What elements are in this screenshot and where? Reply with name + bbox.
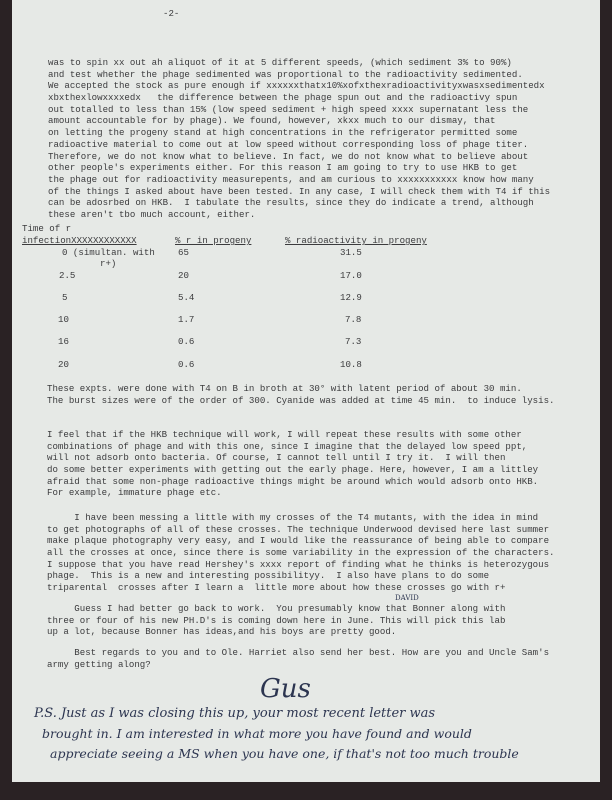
- cell-radio: 31.5: [340, 247, 362, 258]
- cell-radio: 12.9: [340, 292, 362, 303]
- text-line: to get photographs of all of these crosses. The technique Underwood devised here last summer: [47, 523, 550, 535]
- text-line: will not adsorb onto bacteria. Of course, I cannot tell until I try it. I will then: [47, 452, 506, 464]
- paragraph-5: [47, 603, 505, 638]
- cell-time: 2.5: [59, 270, 76, 281]
- cell-r: 65: [178, 247, 189, 258]
- cell-r: 1.7: [178, 314, 195, 325]
- text-line: all the crosses at once, since there is some variability in the expression of the characters.: [47, 547, 555, 559]
- text-line: Guess I had better go back to work. You presumably know that Bonner along with: [47, 603, 506, 614]
- cell-radio: 7.3: [345, 336, 362, 347]
- cell-r: 20: [178, 270, 189, 281]
- text-line: triparental crosses after I learn a little more about how these crosses go with r+: [47, 582, 506, 594]
- paragraph-4: [47, 512, 555, 594]
- text-line: was to spin xx out ah aliquot of it at 5 different speeds, (which sediment 3% to 90%): [48, 57, 512, 68]
- text-line: Therefore, we do not know what to believe. In fact, we do not know what to believe about: [48, 150, 529, 162]
- text-line: three or four of his new PH.D's is coming down here in June. This will pick this lab: [47, 614, 506, 626]
- text-line: army getting along?: [47, 658, 151, 670]
- text-line: We accepted the stock as pure enough if xxxxxxthatx10%xofxthexradioactivityxwasxsedimentedx: [48, 80, 545, 92]
- cell-r: 5.4: [178, 292, 195, 303]
- text-line: can be adosrbed on HKB. I tabulate the results, since they do indicate a trend, although: [48, 197, 534, 209]
- letter-page: [12, 0, 600, 782]
- cell-radio: 10.8: [340, 359, 362, 370]
- paragraph-6: [47, 647, 549, 670]
- postscript-line: P.S. Just as I was closing this up, your most recent letter was: [34, 706, 436, 721]
- cell-time: 16: [58, 336, 69, 347]
- cell-r: 0.6: [178, 336, 195, 347]
- handwritten-insert: DAVID: [395, 594, 419, 602]
- header-time-line2: infectionXXXXXXXXXXXX: [22, 235, 137, 246]
- text-line: make plaque photography very easy, and I would like the reassurance of being able to compare: [47, 535, 550, 547]
- paragraph-1: [48, 57, 550, 221]
- page-number: -2-: [163, 8, 180, 19]
- cell-time: 5: [62, 292, 68, 303]
- text-line: of the things I asked about have been tested. In any case, I will check them with T4 if this: [48, 185, 551, 197]
- signature: Gus: [260, 674, 311, 704]
- text-line: These expts. were done with T4 on B in broth at 30° with latent period of about 30 min.: [47, 383, 522, 394]
- text-line: and test whether the phage sedimented was proportional to the radioactivity sedimented.: [48, 68, 523, 80]
- paragraph-2: [47, 383, 555, 406]
- text-line: xbxthexlowxxxxedx the difference between the phage spun out and the radioactivy spun: [48, 92, 518, 104]
- text-line: Best regards to you and to Ole. Harriet also send her best. How are you and Uncle Sam's: [47, 647, 550, 658]
- paragraph-3: [47, 429, 538, 499]
- text-line: phage. This is a new and interesting possibilityy. I also have plans to do some: [47, 570, 490, 582]
- text-line: I feel that if the HKB technique will work, I will repeat these results with some other: [47, 429, 522, 440]
- cell-r: 0.6: [178, 359, 195, 370]
- text-line: The burst sizes were of the order of 300. Cyanide was added at time 45 min. to induce lysis.: [47, 394, 555, 406]
- header-radioactivity: % radioactivity in progeny: [285, 235, 427, 246]
- text-line: combinations of phage and with this one, since I imagine that the delayed low speed ppt,: [47, 440, 528, 452]
- cell-time-cont: r+): [100, 258, 117, 269]
- text-line: other people's experiments either. For this reason I am going to try to use HKB to get: [48, 162, 518, 174]
- text-line: on letting the progeny stand at high concentrations in the refrigerator permitted some: [48, 127, 518, 139]
- cell-time: 20: [58, 359, 69, 370]
- text-line: amount accountable for by phage). We found, however, xkxx much to our dismay, that: [48, 115, 496, 127]
- cell-time: 10: [58, 314, 69, 325]
- cell-time: 0 (simultan. with: [62, 247, 155, 258]
- text-line: these aren't tbo much account, either.: [48, 208, 256, 220]
- header-r-progeny: % r in progeny: [175, 235, 252, 246]
- text-line: I suppose that you have read Hershey's xxxx report of finding what he thinks is heterozygous: [47, 558, 550, 570]
- postscript-line: appreciate seeing a MS when you have one, if that's not too much trouble: [50, 746, 519, 761]
- text-line: For example, immature phage etc.: [47, 487, 222, 499]
- text-line: I have been messing a little with my crosses of the T4 mutants, with the idea in mind: [47, 512, 539, 523]
- text-line: do some better experiments with getting out the early phage. Here, however, I am a littley: [47, 464, 539, 476]
- text-line: up a lot, because Bonner has ideas,and his boys are pretty good.: [47, 626, 397, 638]
- text-line: radioactive material to come out at low speed without corresponding loss of phage titer.: [48, 138, 529, 150]
- text-line: the phage out for radioactivity measurepents, and am curious to xxxxxxxxxxx know how many: [48, 173, 534, 185]
- text-line: afraid that some non-phage radioactive things might be around which would adsorb onto HKB.: [47, 475, 539, 487]
- header-time-line1: Time of r: [22, 223, 72, 234]
- postscript-line: brought in. I am interested in what more you have found and would: [42, 726, 472, 741]
- text-line: out totalled to less than 15% (low speed sediment + high speed xxxx supernatant less the: [48, 103, 529, 115]
- cell-radio: 17.0: [340, 270, 362, 281]
- cell-radio: 7.8: [345, 314, 362, 325]
